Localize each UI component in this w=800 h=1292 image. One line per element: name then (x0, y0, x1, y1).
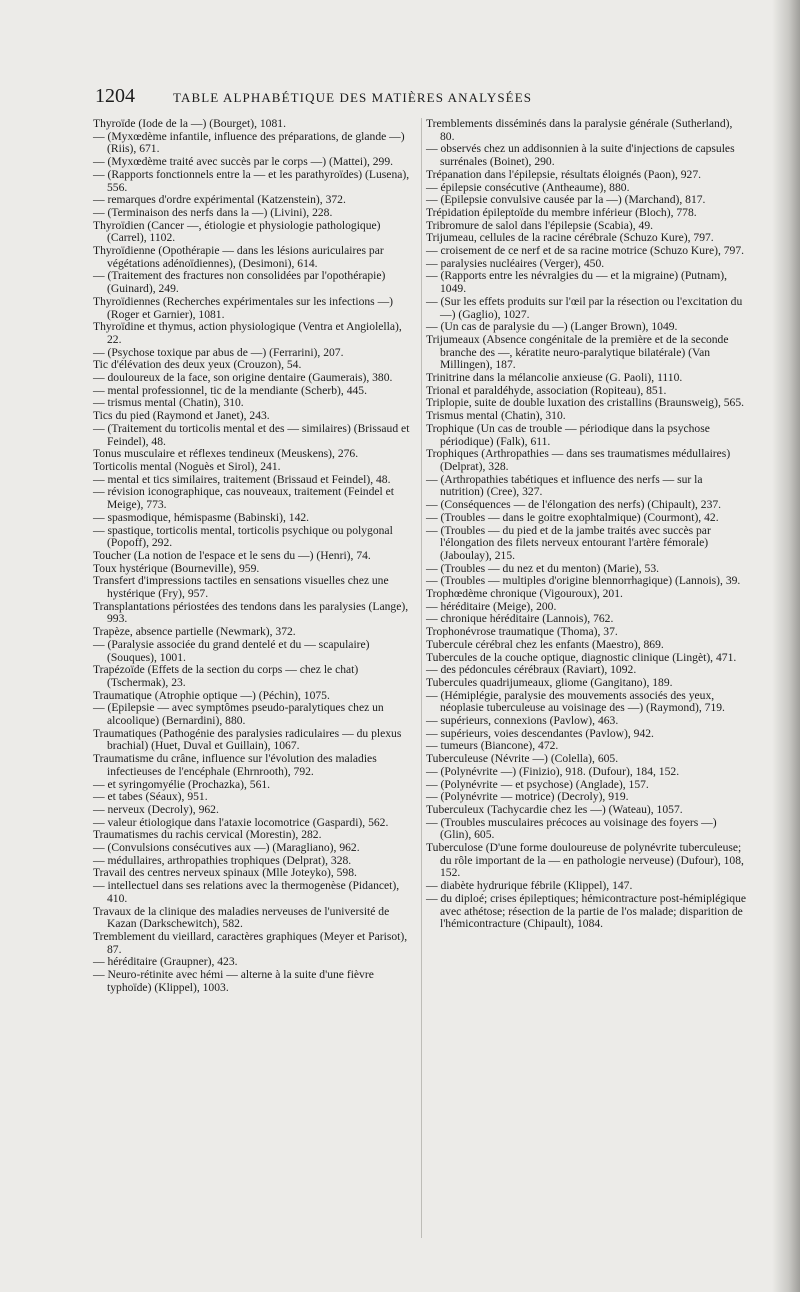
page-header (95, 85, 695, 108)
index-entry: — supérieurs, voies descendantes (Pavlow), 942. (426, 726, 654, 740)
index-entry: Trapézoïde (Effets de la section du corps — chez le chat) (Tschermak), 23. (93, 663, 359, 689)
index-entry: — douloureux de la face, son origine dentaire (Gaumerais), 380. (93, 371, 393, 385)
index-entry: — (Myxœdème traité avec succès par le corps —) (Mattei), 299. (93, 155, 394, 169)
index-entry: Trapèze, absence partielle (Newmark), 372. (93, 625, 296, 639)
index-entry: Traumatismes du rachis cervical (Morestin), 282. (93, 828, 322, 842)
index-entry: — trismus mental (Chatin), 310. (93, 396, 244, 410)
index-entry: — des pédoncules cérébraux (Raviart), 1092. (426, 663, 637, 677)
index-entry: — spasmodique, hémispasme (Babinski), 142. (93, 510, 310, 524)
index-entry: Tribromure de salol dans l'épilepsie (Scabia), 49. (426, 218, 654, 232)
index-entry: — (Troubles — du nez et du menton) (Marie), 53. (426, 561, 660, 575)
index-entry: Trépidation épileptoïde du membre inférieur (Bloch), 778. (426, 205, 697, 219)
index-entry: — (Traitement des fractures non consolidées par l'opothérapie) (Guinard), 249. (93, 269, 386, 296)
index-entry: Triplopie, suite de double luxation des cristallins (Braunsweig), 565. (426, 396, 745, 410)
index-entry: — héréditaire (Graupner), 423. (93, 955, 238, 969)
index-entry: Tuberculeuse (Névrite —) (Colella), 605. (426, 752, 619, 766)
index-entry: — (Conséquences — de l'élongation des nerfs) (Chipault), 237. (426, 498, 722, 512)
index-entry: — (Troubles — dans le goitre exophtalmique) (Courmont), 42. (426, 510, 719, 524)
index-entry: — mental et tics similaires, traitement (Brissaud et Feindel), 48. (93, 472, 391, 486)
index-entry: — (Convulsions consécutives aux —) (Maragliano), 962. (93, 841, 360, 855)
index-entry: Tremblements disséminés dans la paralysie générale (Sutherland), 80. (426, 117, 733, 143)
index-entry: Thyroïdine et thymus, action physiologique (Ventra et Angiolella), 22. (93, 320, 402, 346)
index-entry: Thyroïdien (Cancer —, étiologie et physiologie pathologique) (Carrel), 1102. (93, 218, 381, 245)
index-entry: Tubercule cérébral chez les enfants (Maestro), 869. (426, 637, 664, 651)
index-entry: — (Polynévrite —) (Finizio), 918. (Dufour), 184, 152. (426, 764, 680, 778)
index-entry: — (Rapports fonctionnels entre la — et les parathyroïdes) (Lusena), 556. (93, 167, 410, 194)
index-entry: Trijumeau, cellules de la racine cérébrale (Schuzo Kure), 797. (426, 231, 714, 245)
index-entry: — diabète hydrurique fébrile (Klippel), 147. (426, 879, 633, 893)
index-entry: Trophique (Un cas de trouble — périodique dans la psychose périodique) (Falk), 611. (426, 421, 710, 448)
index-entry: — et tabes (Séaux), 951. (93, 790, 208, 804)
index-entry: Thyroïdienne (Opothérapie — dans les lésions auriculaires par végétations adénoïdiennes), (Desimoni), 614. (93, 244, 384, 270)
index-entry: Thyroïdiennes (Recherches expérimentales sur les infections —) (Roger et Garnier), 1081. (93, 294, 394, 321)
index-entry: — héréditaire (Meige), 200. (426, 599, 557, 613)
index-entry: — Neuro-rétinite avec hémi — alterne à la suite d'une fièvre typhoïde) (Klippel), 1003. (93, 968, 374, 994)
index-entry: — (Hémiplégie, paralysie des mouvements associés des yeux, néoplasie tuberculeuse au voisinage des —) (Raymond), 719. (426, 688, 725, 715)
index-entry: Torticolis mental (Noguès et Sirol), 241. (93, 459, 281, 473)
index-entry: — paralysies nucléaires (Verger), 450. (426, 256, 605, 270)
index-entry: — (Arthropathies tabétiques et influence des nerfs — sur la nutrition) (Cree), 327. (426, 472, 703, 499)
index-entry: — médullaires, arthropathies trophiques (Delprat), 328. (93, 853, 352, 867)
index-entry: Transfert d'impressions tactiles en sensations visuelles chez une hystérique (Fry), 957. (93, 574, 389, 601)
index-entry: — épilepsie consécutive (Antheaume), 880. (426, 180, 630, 194)
index-entry: Trophœdème chronique (Vigouroux), 201. (426, 587, 623, 601)
index-entry: — (Epilepsie — avec symptômes pseudo-paralytiques chez un alcoolique) (Bernardini), 880. (93, 701, 384, 728)
scan-edge-shadow (772, 0, 800, 1292)
index-entry: — (Traitement du torticolis mental et des — similaires) (Brissaud et Feindel), 48. (93, 421, 410, 448)
index-entry: — du diploé; crises épileptiques; hémicontracture post-hémiplégique avec athétose; résection de la partie de l'os malade; disparition de l'hémicontracture (Chipault), 1084. (426, 891, 747, 931)
index-entry: — (Troubles — du pied et de la jambe traités avec succès par l'élongation des filets nerveux entourant l'artère fémorale) (Jaboulay), 215. (426, 523, 711, 562)
index-entry: — valeur étiologique dans l'ataxie locomotrice (Gaspardi), 562. (93, 815, 389, 829)
index-entry: — (Polynévrite — motrice) (Decroly), 919. (426, 790, 629, 804)
index-entry: Traumatique (Atrophie optique —) (Péchin), 1075. (93, 688, 330, 702)
index-entry: — (Un cas de paralysie du —) (Langer Brown), 1049. (426, 320, 678, 334)
index-entry: — remarques d'ordre expérimental (Katzenstein), 372. (93, 193, 346, 207)
index-entry: Trophonévrose traumatique (Thoma), 37. (426, 625, 618, 639)
index-entry: — (Polynévrite — et psychose) (Anglade), 157. (426, 777, 649, 791)
index-entry: Traumatiques (Pathogénie des paralysies radiculaires — du plexus brachial) (Huet, Duval et Guillain), 1067. (93, 726, 402, 753)
index-entry: Tubercules de la couche optique, diagnostic clinique (Lingèt), 471. (426, 650, 737, 664)
index-entry: Tubercules quadrijumeaux, gliome (Gangitano), 189. (426, 675, 673, 689)
index-entry: Travail des centres nerveux spinaux (Mlle Joteyko), 598. (93, 866, 357, 880)
index-entry: Tremblement du vieillard, caractères graphiques (Meyer et Parisot), 87. (93, 930, 408, 956)
index-entry: Trijumeaux (Absence congénitale de la première et de la seconde branche des —, kératite neuro-paralytique bilatérale) (Van Millingen), 187. (426, 332, 729, 372)
index-entry: Toux hystérique (Bourneville), 959. (93, 561, 260, 575)
column-divider (421, 118, 422, 1238)
index-entry: — (Terminaison des nerfs dans la —) (Livini), 228. (93, 205, 333, 219)
index-entry: — croisement de ce nerf et de sa racine motrice (Schuzo Kure), 797. (426, 244, 745, 258)
index-entry: Trional et paraldéhyde, association (Ropiteau), 851. (426, 383, 667, 397)
index-entry: — (Myxœdème infantile, influence des préparations, de glande —) (Riis), 671. (93, 129, 405, 156)
index-entry: — (Epilepsie convulsive causée par la —) (Marchand), 817. (426, 193, 706, 207)
index-entry: — (Sur les effets produits sur l'œil par la résection ou l'excitation du —) (Gaglio), 1027. (426, 294, 743, 321)
right-column (426, 118, 748, 931)
index-entry: — (Troubles musculaires précoces au voisinage des foyers —) (Glin), 605. (426, 815, 717, 842)
index-entry: Traumatisme du crâne, influence sur l'évolution des maladies infectieuses de l'encéphale (Ehrnrooth), 792. (93, 752, 377, 778)
index-entry: Travaux de la clinique des maladies nerveuses de l'université de Kazan (Darkschewitch), 582. (93, 904, 390, 931)
index-entry: — chronique héréditaire (Lannois), 762. (426, 612, 614, 626)
index-entry: Trophiques (Arthropathies — dans ses traumatismes médullaires) (Delprat), 328. (426, 447, 731, 473)
index-entry: Tics du pied (Raymond et Janet), 243. (93, 409, 270, 423)
index-entry: Toucher (La notion de l'espace et le sens du —) (Henri), 74. (93, 548, 371, 562)
index-entry: Trismus mental (Chatin), 310. (426, 409, 566, 423)
index-entry: — mental professionnel, tic de la mendiante (Scherb), 445. (93, 383, 367, 397)
page-number: 1204 (95, 85, 135, 107)
index-entry: Tic d'élévation des deux yeux (Crouzon), 54. (93, 358, 302, 372)
index-entry: — intellectuel dans ses relations avec la thermogenèse (Pidancet), 410. (93, 879, 400, 905)
index-entry: Trinitrine dans la mélancolie anxieuse (G. Paoli), 1110. (426, 371, 683, 385)
index-entry: — observés chez un addisonnien à la suite d'injections de capsules surrénales (Boinet), 290. (426, 142, 735, 169)
index-entry: — spastique, torticolis mental, torticolis psychique ou polygonal (Popoff), 292. (93, 523, 393, 550)
index-entry: Trépanation dans l'épilepsie, résultats éloignés (Paon), 927. (426, 167, 702, 181)
index-entry: — (Troubles — multiples d'origine blennorrhagique) (Lannois), 39. (426, 574, 741, 588)
index-entry: Thyroïde (Iode de la —) (Bourget), 1081. (93, 117, 286, 130)
index-entry: — révision iconographique, cas nouveaux, traitement (Feindel et Meige), 773. (93, 485, 395, 512)
index-entry: — tumeurs (Biancone), 472. (426, 739, 559, 753)
index-entry: — nerveux (Decroly), 962. (93, 802, 219, 816)
index-entry: — supérieurs, connexions (Pavlow), 463. (426, 714, 619, 728)
index-entry: — (Rapports entre les névralgies du — et la migraine) (Putnam), 1049. (426, 269, 728, 296)
index-entry: Tonus musculaire et réflexes tendineux (Meuskens), 276. (93, 447, 359, 461)
index-entry: Tuberculeux (Tachycardie chez les —) (Wateau), 1057. (426, 802, 683, 816)
index-entry: Tuberculose (D'une forme douloureuse de polynévrite tuberculeuse; du rôle important de la — en pathologie nerveuse) (Dufour), 108, 152. (426, 841, 744, 880)
running-title: TABLE ALPHABÉTIQUE DES MATIÈRES ANALYSÉES (173, 90, 533, 105)
index-entry: — et syringomyélie (Prochazka), 561. (93, 777, 271, 791)
index-entry: — (Psychose toxique par abus de —) (Ferrarini), 207. (93, 345, 344, 359)
index-entry: Transplantations périostées des tendons dans les paralysies (Lange), 993. (93, 599, 409, 626)
index-columns (93, 117, 747, 1238)
index-entry: — (Paralysie associée du grand dentelé et du — scapulaire) (Souques), 1001. (93, 637, 370, 664)
left-column (93, 118, 415, 995)
